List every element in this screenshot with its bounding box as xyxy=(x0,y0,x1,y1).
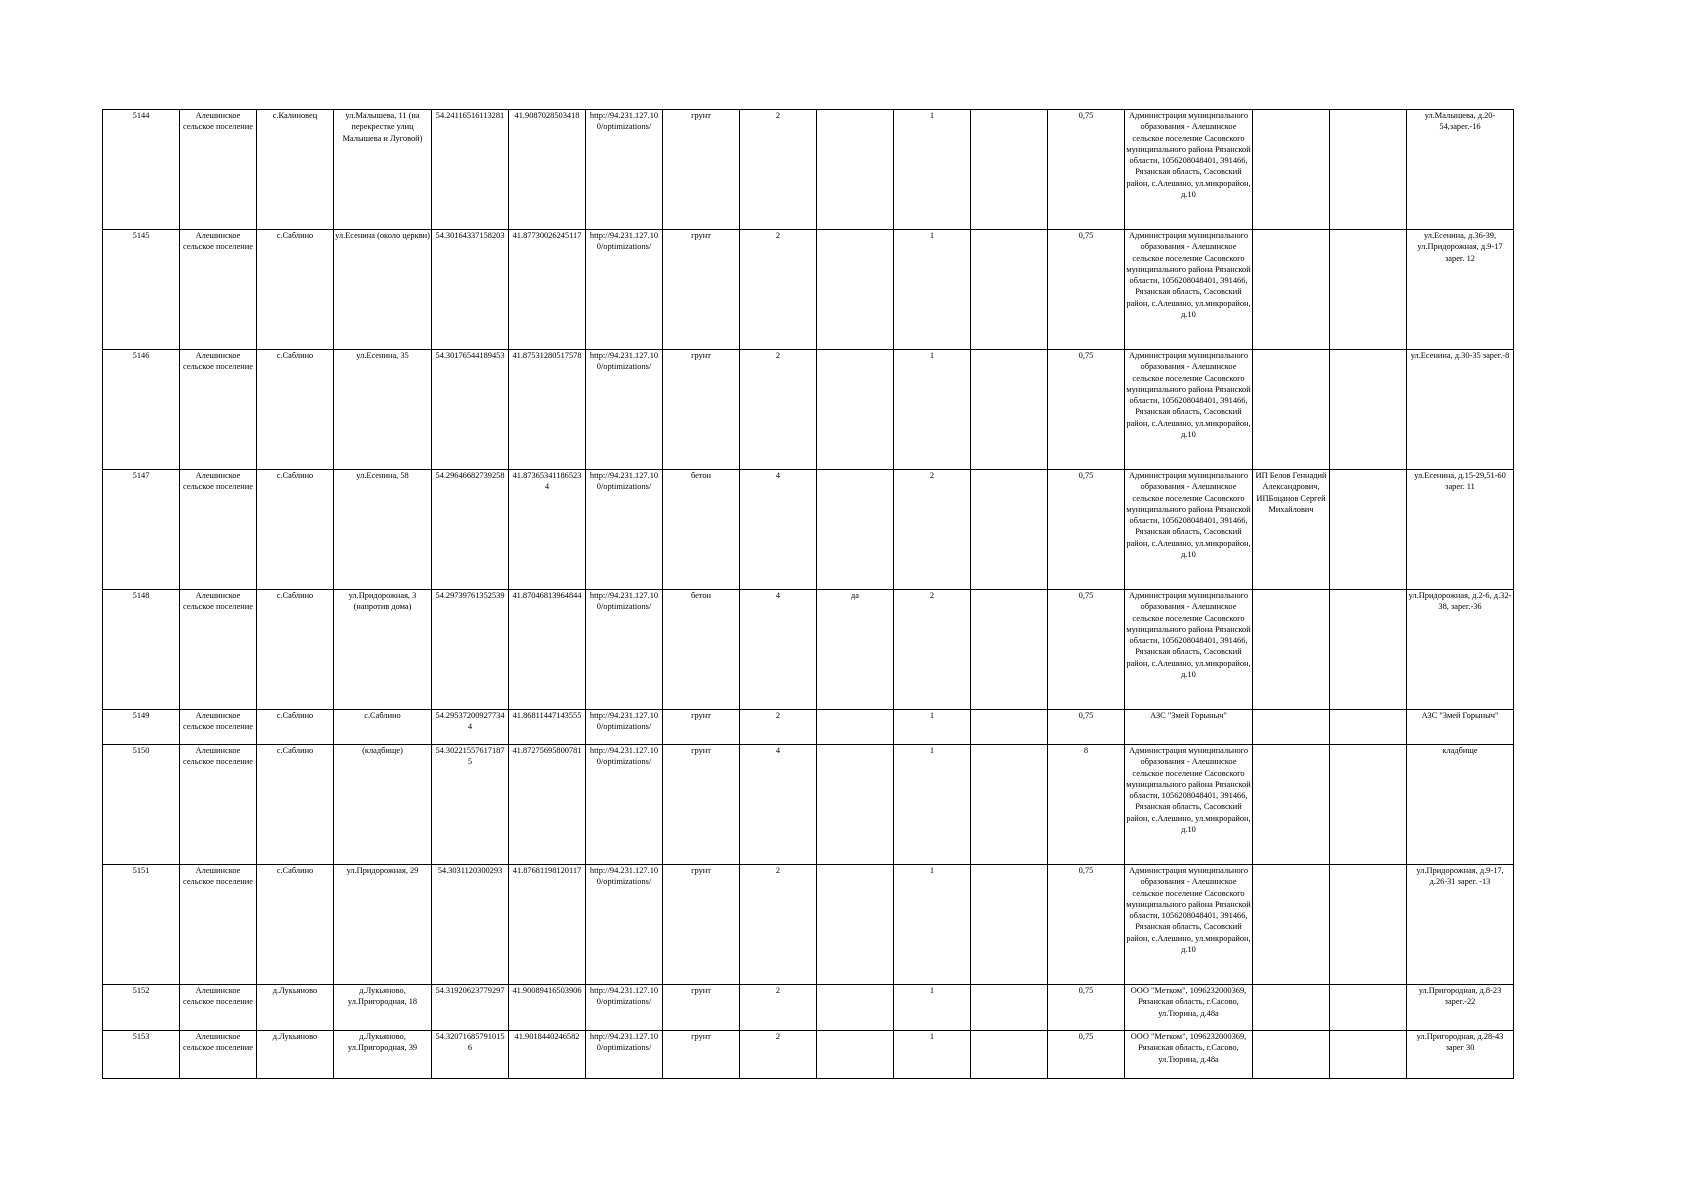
cell-latitude: 54.29646682739258 xyxy=(432,470,509,590)
cell-latitude: 54.24116516113281 xyxy=(432,110,509,230)
cell-extra-b xyxy=(1330,230,1407,350)
cell-area: 2 xyxy=(740,230,817,350)
cell-fenced xyxy=(817,985,894,1031)
cell-address: (кладбище) xyxy=(334,745,432,865)
cell-served-addresses: ул.Придорожная, д.2-6, д.32-38, зарег.-36 xyxy=(1407,590,1514,710)
cell-fenced xyxy=(817,710,894,745)
cell-fenced xyxy=(817,745,894,865)
cell-id: 5144 xyxy=(103,110,180,230)
cell-container-count: 2 xyxy=(894,470,971,590)
table-row xyxy=(103,470,1514,590)
cell-link: http://94.231.127.10 0/optimizations/ xyxy=(586,865,663,985)
cell-owner: ООО "Метком", 1096232000369, Рязанская область, г.Сасово, ул.Тюрина, д.48а xyxy=(1125,1031,1253,1079)
cell-served-addresses: АЗС "Змей Горыныч" xyxy=(1407,710,1514,745)
cell-address: ул.Есенина, 58 xyxy=(334,470,432,590)
cell-latitude: 54.30164337158203 xyxy=(432,230,509,350)
cell-link: http://94.231.127.10 0/optimizations/ xyxy=(586,350,663,470)
cell-longitude: 41.9018440246582 xyxy=(509,1031,586,1079)
cell-extra-b xyxy=(1330,110,1407,230)
cell-other-owner xyxy=(1253,985,1330,1031)
cell-volume: 0,75 xyxy=(1048,350,1125,470)
cell-other-owner xyxy=(1253,710,1330,745)
cell-latitude: 54.32071685791015 6 xyxy=(432,1031,509,1079)
cell-locality: д.Лукьяново xyxy=(257,1031,334,1079)
cell-container-count: 1 xyxy=(894,350,971,470)
cell-volume: 0,75 xyxy=(1048,710,1125,745)
cell-owner: Администрация муниципального образования - Алешинское сельское поселение Сасовского муниципального района Рязанской области, 1056208048401, 391466, Рязанская область, Сасовский район, с.Алешино, ул.микрорайон, д.10 xyxy=(1125,110,1253,230)
cell-locality: с.Саблино xyxy=(257,470,334,590)
cell-extra-b xyxy=(1330,865,1407,985)
cell-volume: 0,75 xyxy=(1048,985,1125,1031)
cell-extra-b xyxy=(1330,710,1407,745)
cell-surface: бетон xyxy=(663,590,740,710)
cell-latitude: 54.29537200927734 4 xyxy=(432,710,509,745)
cell-id: 5151 xyxy=(103,865,180,985)
cell-address: ул.Придорожная, 29 xyxy=(334,865,432,985)
cell-address: с.Саблино xyxy=(334,710,432,745)
cell-surface: грунт xyxy=(663,350,740,470)
cell-extra-a xyxy=(971,470,1048,590)
cell-settlement: Алешинское сельское поселение xyxy=(180,230,257,350)
cell-owner: ООО "Метком", 1096232000369, Рязанская область, г.Сасово, ул.Тюрина, д.48а xyxy=(1125,985,1253,1031)
cell-longitude: 41.86811447143555 xyxy=(509,710,586,745)
cell-longitude: 41.9087028503418 xyxy=(509,110,586,230)
cell-owner: Администрация муниципального образования - Алешинское сельское поселение Сасовского муниципального района Рязанской области, 1056208048401, 391466, Рязанская область, Сасовский район, с.Алешино, ул.микрорайон, д.10 xyxy=(1125,745,1253,865)
table-row xyxy=(103,1031,1514,1079)
cell-extra-b xyxy=(1330,985,1407,1031)
table-row xyxy=(103,745,1514,865)
cell-longitude: 41.87275695800781 xyxy=(509,745,586,865)
cell-settlement: Алешинское сельское поселение xyxy=(180,710,257,745)
cell-container-count: 1 xyxy=(894,110,971,230)
cell-volume: 0,75 xyxy=(1048,230,1125,350)
cell-locality: с.Калиновец xyxy=(257,110,334,230)
cell-other-owner xyxy=(1253,745,1330,865)
cell-longitude: 41.87365341186523 4 xyxy=(509,470,586,590)
cell-extra-b xyxy=(1330,590,1407,710)
cell-volume: 0,75 xyxy=(1048,590,1125,710)
cell-id: 5147 xyxy=(103,470,180,590)
cell-owner: Администрация муниципального образования - Алешинское сельское поселение Сасовского муниципального района Рязанской области, 1056208048401, 391466, Рязанская область, Сасовский район, с.Алешино, ул.микрорайон, д.10 xyxy=(1125,470,1253,590)
cell-address: ул.Есенина (около церкви) xyxy=(334,230,432,350)
cell-surface: грунт xyxy=(663,110,740,230)
cell-longitude: 41.87681198120117 xyxy=(509,865,586,985)
cell-link: http://94.231.127.10 0/optimizations/ xyxy=(586,470,663,590)
cell-container-count: 1 xyxy=(894,985,971,1031)
cell-extra-a xyxy=(971,230,1048,350)
table-row xyxy=(103,865,1514,985)
cell-id: 5145 xyxy=(103,230,180,350)
cell-surface: бетон xyxy=(663,470,740,590)
cell-fenced xyxy=(817,470,894,590)
cell-other-owner xyxy=(1253,230,1330,350)
cell-link: http://94.231.127.10 0/optimizations/ xyxy=(586,590,663,710)
cell-extra-a xyxy=(971,745,1048,865)
cell-fenced xyxy=(817,1031,894,1079)
cell-area: 2 xyxy=(740,710,817,745)
cell-surface: грунт xyxy=(663,745,740,865)
cell-address: ул.Есенина, 35 xyxy=(334,350,432,470)
cell-extra-a xyxy=(971,865,1048,985)
cell-owner: Администрация муниципального образования - Алешинское сельское поселение Сасовского муниципального района Рязанской области, 1056208048401, 391466, Рязанская область, Сасовский район, с.Алешино, ул.микрорайон, д.10 xyxy=(1125,230,1253,350)
cell-container-count: 1 xyxy=(894,865,971,985)
cell-owner: АЗС "Змей Горыныч" xyxy=(1125,710,1253,745)
cell-surface: грунт xyxy=(663,710,740,745)
cell-served-addresses: ул.Есенина, д.30-35 зарег.-8 xyxy=(1407,350,1514,470)
cell-link: http://94.231.127.10 0/optimizations/ xyxy=(586,710,663,745)
cell-area: 2 xyxy=(740,985,817,1031)
container-sites-table xyxy=(102,109,1514,1079)
cell-latitude: 54.29739761352539 xyxy=(432,590,509,710)
cell-longitude: 41.87046813964844 xyxy=(509,590,586,710)
cell-other-owner xyxy=(1253,865,1330,985)
cell-locality: с.Саблино xyxy=(257,350,334,470)
cell-served-addresses: ул.Есенина, д.15-29,51-60 зарег. 11 xyxy=(1407,470,1514,590)
cell-address: ул.Малышева, 11 (на перекрестке улиц Малышева и Луговой) xyxy=(334,110,432,230)
cell-link: http://94.231.127.10 0/optimizations/ xyxy=(586,985,663,1031)
table-row xyxy=(103,110,1514,230)
cell-id: 5150 xyxy=(103,745,180,865)
cell-longitude: 41.90089416503906 xyxy=(509,985,586,1031)
table-row xyxy=(103,590,1514,710)
cell-id: 5152 xyxy=(103,985,180,1031)
cell-locality: с.Саблино xyxy=(257,590,334,710)
cell-settlement: Алешинское сельское поселение xyxy=(180,865,257,985)
cell-locality: с.Саблино xyxy=(257,865,334,985)
cell-extra-b xyxy=(1330,745,1407,865)
cell-latitude: 54.30221557617187 5 xyxy=(432,745,509,865)
cell-served-addresses: ул.Придорожная, д.9-17, д.26-31 зарег. -13 xyxy=(1407,865,1514,985)
cell-served-addresses: ул.Пригородная, д.28-43 зарег 30 xyxy=(1407,1031,1514,1079)
cell-container-count: 1 xyxy=(894,745,971,865)
cell-area: 2 xyxy=(740,350,817,470)
cell-owner: Администрация муниципального образования - Алешинское сельское поселение Сасовского муниципального района Рязанской области, 1056208048401, 391466, Рязанская область, Сасовский район, с.Алешино, ул.микрорайон, д.10 xyxy=(1125,590,1253,710)
cell-other-owner xyxy=(1253,350,1330,470)
cell-latitude: 54.31920623779297 xyxy=(432,985,509,1031)
cell-address: д.Лукьяново, ул.Пригородная, 39 xyxy=(334,1031,432,1079)
cell-served-addresses: ул.Малышева, д.20-54,зарег.-16 xyxy=(1407,110,1514,230)
cell-volume: 0,75 xyxy=(1048,1031,1125,1079)
cell-volume: 8 xyxy=(1048,745,1125,865)
cell-link: http://94.231.127.10 0/optimizations/ xyxy=(586,1031,663,1079)
cell-surface: грунт xyxy=(663,1031,740,1079)
cell-extra-b xyxy=(1330,350,1407,470)
cell-settlement: Алешинское сельское поселение xyxy=(180,350,257,470)
cell-served-addresses: кладбище xyxy=(1407,745,1514,865)
cell-volume: 0,75 xyxy=(1048,865,1125,985)
cell-link: http://94.231.127.10 0/optimizations/ xyxy=(586,110,663,230)
cell-area: 4 xyxy=(740,470,817,590)
cell-container-count: 1 xyxy=(894,710,971,745)
cell-volume: 0,75 xyxy=(1048,110,1125,230)
cell-id: 5148 xyxy=(103,590,180,710)
cell-other-owner: ИП Белов Геннадий Александрович, ИПБоцанов Сергей Михайлович xyxy=(1253,470,1330,590)
cell-fenced xyxy=(817,110,894,230)
cell-settlement: Алешинское сельское поселение xyxy=(180,745,257,865)
cell-id: 5149 xyxy=(103,710,180,745)
cell-latitude: 54.3031120300293 xyxy=(432,865,509,985)
cell-locality: с.Саблино xyxy=(257,710,334,745)
cell-fenced: да xyxy=(817,590,894,710)
cell-address: д.Лукьяново, ул.Пригородная, 18 xyxy=(334,985,432,1031)
table-row xyxy=(103,710,1514,745)
cell-settlement: Алешинское сельское поселение xyxy=(180,110,257,230)
cell-extra-a xyxy=(971,350,1048,470)
cell-surface: грунт xyxy=(663,230,740,350)
table-row xyxy=(103,230,1514,350)
cell-extra-a xyxy=(971,590,1048,710)
cell-area: 4 xyxy=(740,745,817,865)
cell-extra-b xyxy=(1330,470,1407,590)
cell-extra-a xyxy=(971,110,1048,230)
cell-link: http://94.231.127.10 0/optimizations/ xyxy=(586,745,663,865)
cell-address: ул.Придорожная, 3 (напротив дома) xyxy=(334,590,432,710)
cell-settlement: Алешинское сельское поселение xyxy=(180,470,257,590)
cell-link: http://94.231.127.10 0/optimizations/ xyxy=(586,230,663,350)
cell-extra-a xyxy=(971,710,1048,745)
cell-longitude: 41.87730026245117 xyxy=(509,230,586,350)
cell-owner: Администрация муниципального образования - Алешинское сельское поселение Сасовского муниципального района Рязанской области, 1056208048401, 391466, Рязанская область, Сасовский район, с.Алешино, ул.микрорайон, д.10 xyxy=(1125,865,1253,985)
cell-container-count: 2 xyxy=(894,590,971,710)
cell-container-count: 1 xyxy=(894,1031,971,1079)
cell-area: 4 xyxy=(740,590,817,710)
cell-locality: с.Саблино xyxy=(257,230,334,350)
cell-volume: 0,75 xyxy=(1048,470,1125,590)
cell-other-owner xyxy=(1253,110,1330,230)
cell-settlement: Алешинское сельское поселение xyxy=(180,590,257,710)
cell-area: 2 xyxy=(740,110,817,230)
cell-extra-a xyxy=(971,985,1048,1031)
cell-area: 2 xyxy=(740,865,817,985)
cell-owner: Администрация муниципального образования - Алешинское сельское поселение Сасовского муниципального района Рязанской области, 1056208048401, 391466, Рязанская область, Сасовский район, с.Алешино, ул.микрорайон, д.10 xyxy=(1125,350,1253,470)
cell-other-owner xyxy=(1253,590,1330,710)
cell-id: 5146 xyxy=(103,350,180,470)
cell-area: 2 xyxy=(740,1031,817,1079)
cell-surface: грунт xyxy=(663,985,740,1031)
cell-surface: грунт xyxy=(663,865,740,985)
cell-latitude: 54.30176544189453 xyxy=(432,350,509,470)
cell-fenced xyxy=(817,350,894,470)
cell-fenced xyxy=(817,230,894,350)
cell-other-owner xyxy=(1253,1031,1330,1079)
cell-served-addresses: ул.Есенина, д.36-39, ул.Придорожная, д.9-17 зарег. 12 xyxy=(1407,230,1514,350)
cell-id: 5153 xyxy=(103,1031,180,1079)
cell-longitude: 41.87531280517578 xyxy=(509,350,586,470)
cell-settlement: Алешинское сельское поселение xyxy=(180,1031,257,1079)
cell-container-count: 1 xyxy=(894,230,971,350)
cell-extra-a xyxy=(971,1031,1048,1079)
cell-settlement: Алешинское сельское поселение xyxy=(180,985,257,1031)
cell-fenced xyxy=(817,865,894,985)
cell-extra-b xyxy=(1330,1031,1407,1079)
cell-locality: д.Лукьяново xyxy=(257,985,334,1031)
cell-locality: с.Саблино xyxy=(257,745,334,865)
cell-served-addresses: ул.Пригородная, д.8-23 зарег.-22 xyxy=(1407,985,1514,1031)
table-row xyxy=(103,350,1514,470)
table-row xyxy=(103,985,1514,1031)
